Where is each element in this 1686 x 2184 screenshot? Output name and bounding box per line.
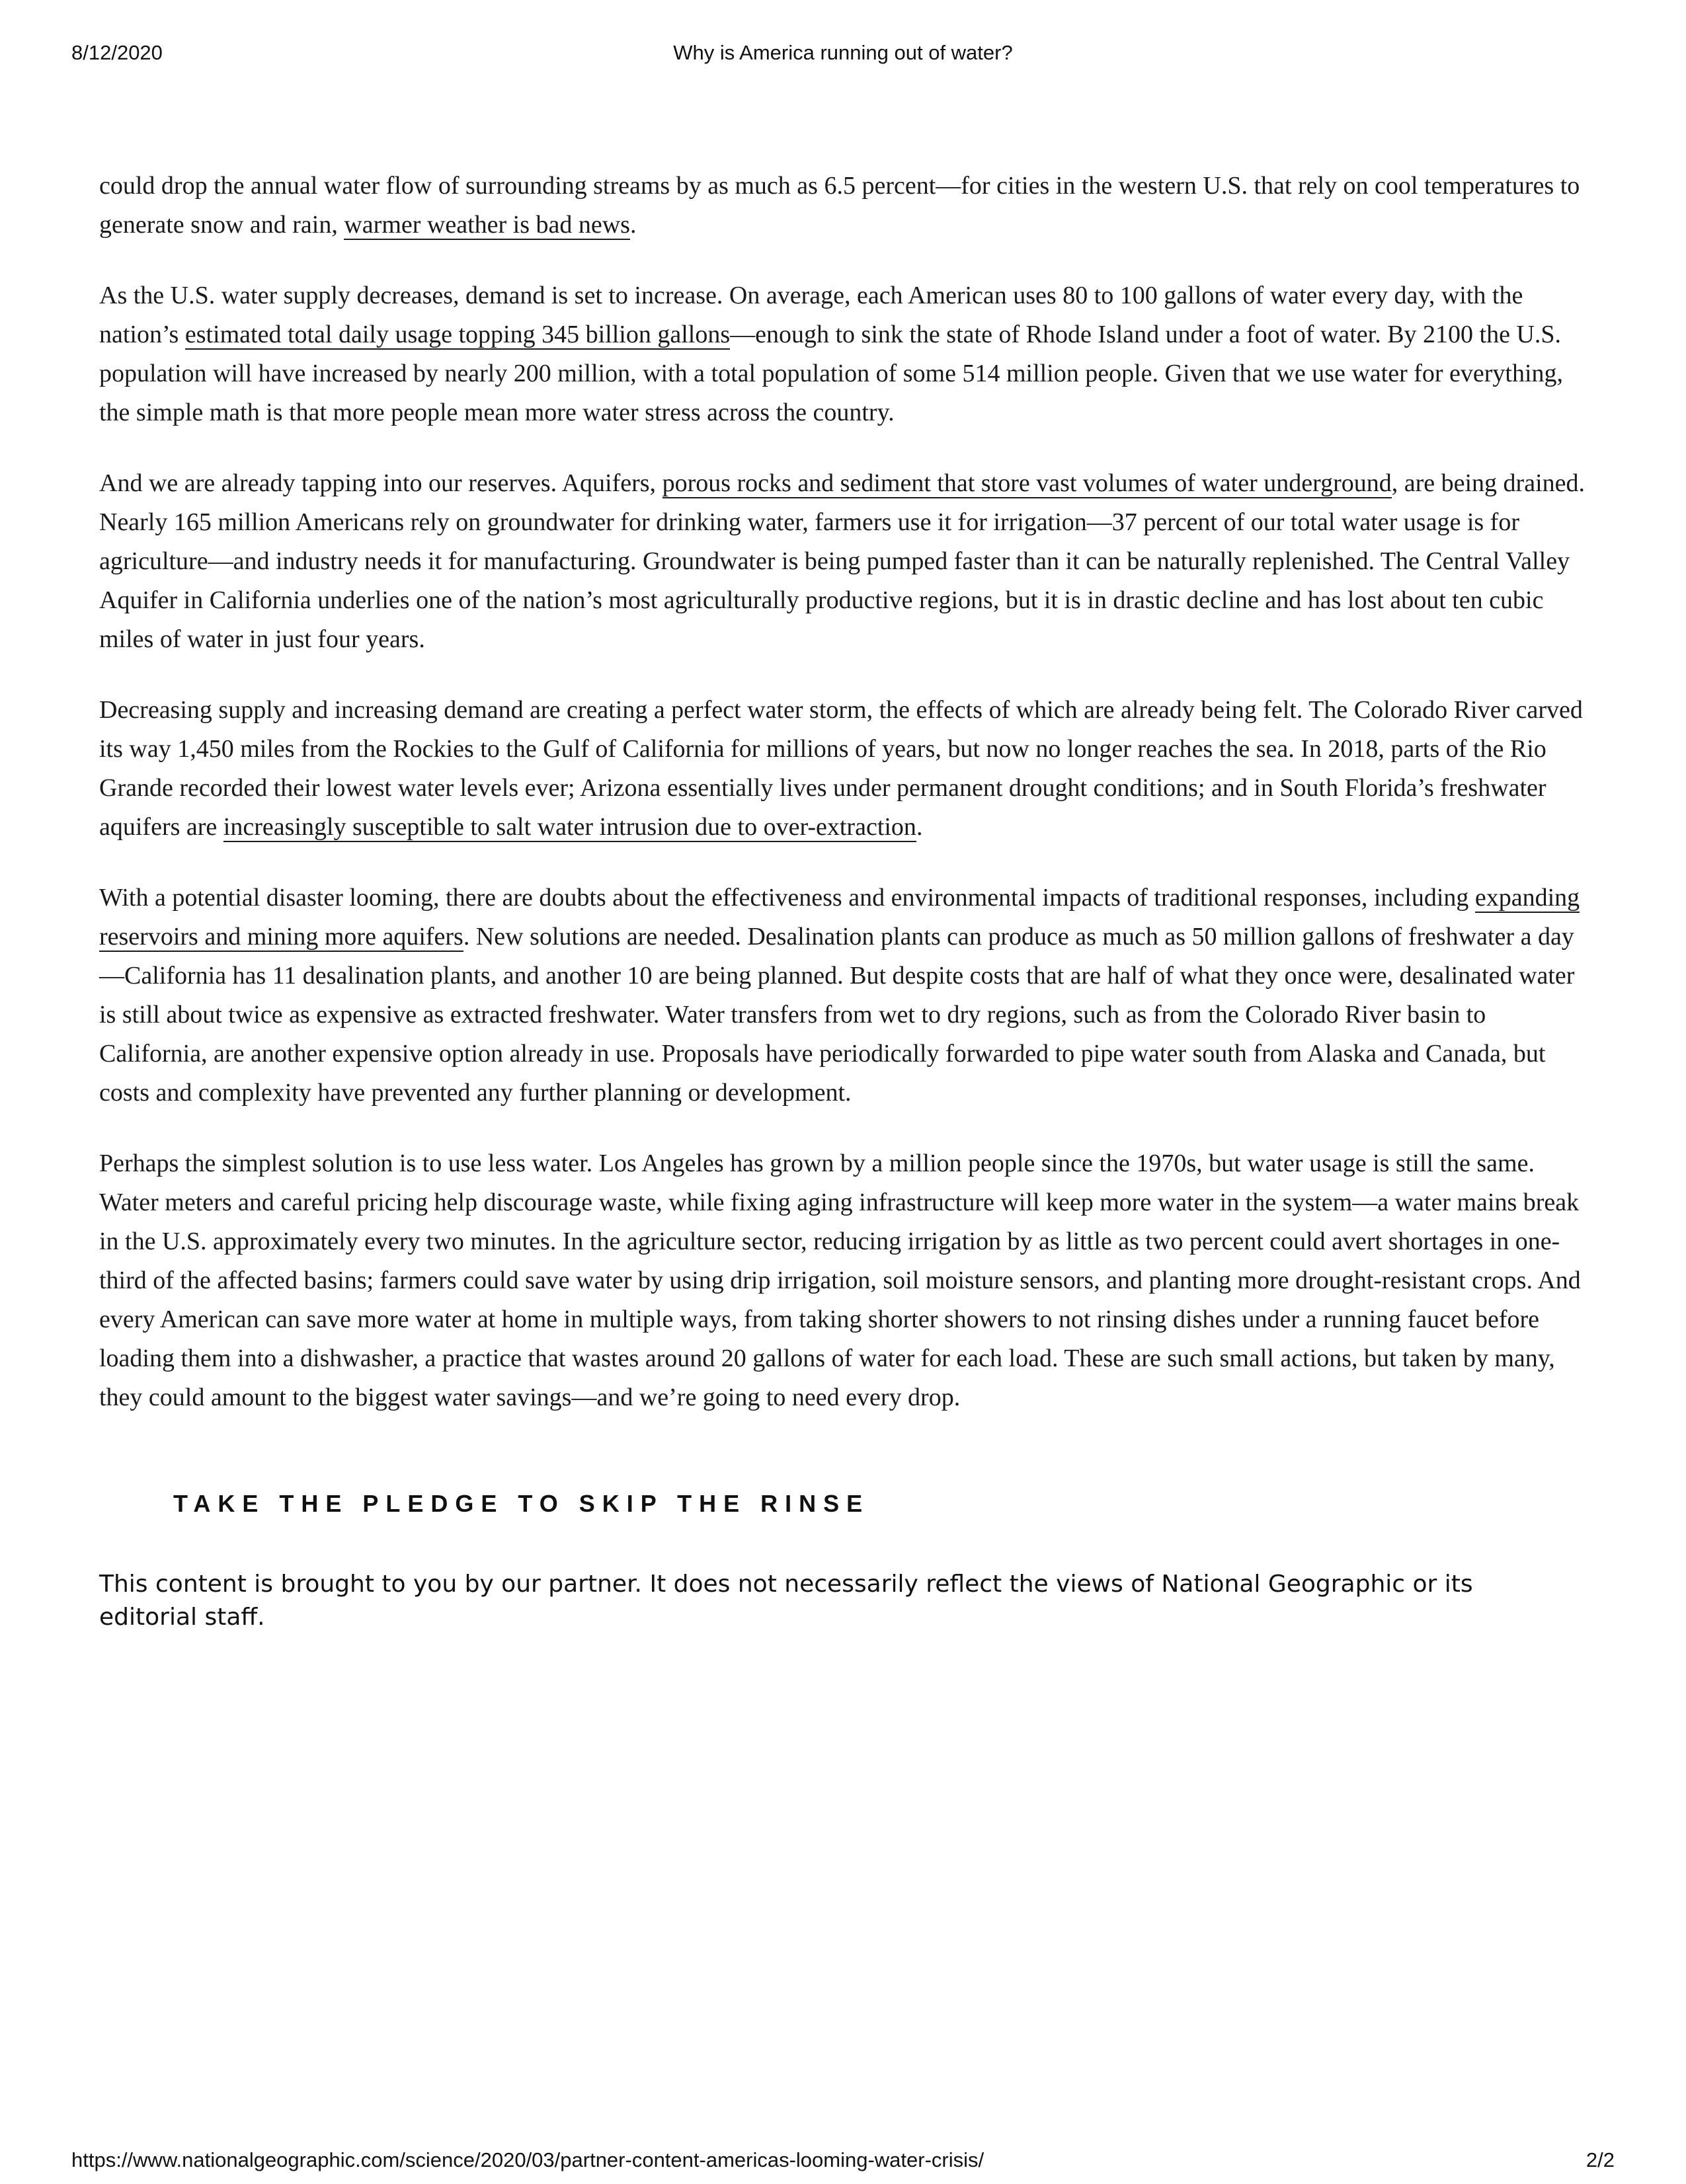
link-expanding-reservoirs[interactable]: expanding reservoirs and mining more aquifers (99, 884, 1580, 951)
paragraph-6: Perhaps the simplest solution is to use less water. Los Angeles has grown by a million people since the 1970s, but water usage is still the same. Water meters and careful pricing help discourage waste, while fixing aging infrastructure will keep more water in the system—a water mains break in the U.S. approximately every two minutes. In the agriculture sector, reducing irrigation by as little as two percent could avert shortages in one-third of the affected basins; farmers could save water by using drip irrigation, soil moisture sensors, and planting more drought-resistant crops. And every American can save more water at home in multiple ways, from taking shorter showers to not rinsing dishes under a running faucet before loading them into a dishwasher, a practice that wastes around 20 gallons of water for each load. These are such small actions, but taken by many, they could amount to the biggest water savings—and we’re going to need every drop. (99, 1150, 1581, 1411)
article-body (99, 167, 1587, 1634)
link-salt-water-intrusion[interactable]: increasingly susceptible to salt water intrusion due to over-extraction (223, 813, 916, 841)
paragraph-1: could drop the annual water flow of surrounding streams by as much as 6.5 percent—for cities in the western U.S. that rely on cool temperatures to generate snow and rain, warmer weather is bad news. (99, 172, 1580, 239)
print-footer (0, 2148, 1686, 2175)
partner-disclaimer: This content is brought to you by our partner. It does not necessarily reflect the views of National Geographic or its editorial staff. (99, 1571, 1473, 1631)
print-page-title: Why is America running out of water? (673, 41, 1013, 64)
paragraph-3: And we are already tapping into our reserves. Aquifers, porous rocks and sediment that store vast volumes of water underground, are being drained. Nearly 165 million Americans rely on groundwater for drinking water, farmers use it for irrigation—37 percent of our total water usage is for agriculture—and industry needs it for manufacturing. Groundwater is being pumped faster than it can be naturally replenished. The Central Valley Aquifer in California underlies one of the nation’s most agriculturally productive regions, but it is in drastic decline and has lost about ten cubic miles of water in just four years. (99, 469, 1585, 653)
paragraph-4: Decreasing supply and increasing demand are creating a perfect water storm, the effects of which are already being felt. The Colorado River carved its way 1,450 miles from the Rockies to the Gulf of California for millions of years, but now no longer reaches the sea. In 2018, parts of the Rio Grande recorded their lowest water levels ever; Arizona essentially lives under permanent drought conditions; and in South Florida’s freshwater aquifers are increasingly susceptible to salt water intrusion due to over-extraction. (99, 696, 1583, 841)
print-date: 8/12/2020 (71, 41, 163, 64)
paragraph-5: With a potential disaster looming, there are doubts about the effectiveness and environmental impacts of traditional responses, including expanding reservoirs and mining more aquifers. New solutions are needed. Desalination plants can produce as much as 50 million gallons of freshwater a day—California has 11 desalination plants, and another 10 are being planned. But despite costs that are half of what they once were, desalinated water is still about twice as expensive as extracted freshwater. Water transfers from wet to dry regions, such as from the Colorado River basin to California, are another expensive option already in use. Proposals have periodically forwarded to pipe water south from Alaska and Canada, but costs and complexity have prevented any further planning or development. (99, 884, 1580, 1107)
link-warmer-weather[interactable]: warmer weather is bad news (344, 211, 630, 239)
print-url: https://www.nationalgeographic.com/science/2020/03/partner-content-americas-looming-water-crisis/ (71, 2148, 984, 2171)
link-aquifers[interactable]: porous rocks and sediment that store vast volumes of water underground (662, 469, 1392, 497)
print-header (0, 41, 1686, 67)
page-number: 2/2 (1586, 2148, 1615, 2171)
link-daily-usage[interactable]: estimated total daily usage topping 345 billion gallons (184, 321, 731, 348)
take-pledge-link[interactable]: TAKE THE PLEDGE TO SKIP THE RINSE (173, 1490, 870, 1517)
paragraph-2: As the U.S. water supply decreases, demand is set to increase. On average, each American uses 80 to 100 gallons of water every day, with the nation’s estimated total daily usage topping 345 billion gallons—enough to sink the state of Rhode Island under a foot of water. By 2100 the U.S. population will have increased by nearly 200 million, with a total population of some 514 million people. Given that we use water for everything, the simple math is that more people mean more water stress across the country. (99, 282, 1564, 426)
